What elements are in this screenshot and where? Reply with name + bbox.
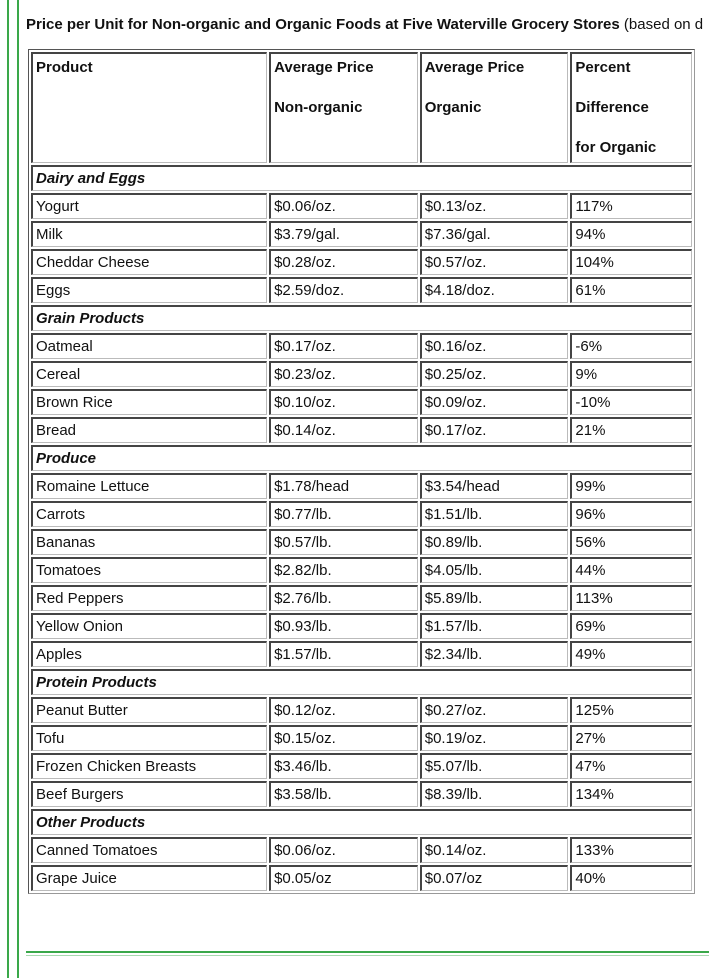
cell-percent-difference: 94%: [570, 221, 692, 247]
price-table-body: [31, 52, 692, 891]
table-row: [31, 193, 692, 219]
table-row: [31, 473, 692, 499]
table-row: [31, 613, 692, 639]
category-row: [31, 809, 692, 835]
cell-price-organic: $0.89/lb.: [420, 529, 569, 555]
cell-percent-difference: 40%: [570, 865, 692, 891]
table-row: [31, 529, 692, 555]
cell-percent-difference: 47%: [570, 753, 692, 779]
cell-price-nonorganic: $2.82/lb.: [269, 557, 418, 583]
table-row: [31, 501, 692, 527]
cell-percent-difference: 69%: [570, 613, 692, 639]
cell-price-nonorganic: $0.17/oz.: [269, 333, 418, 359]
cell-price-organic: $5.89/lb.: [420, 585, 569, 611]
category-label: Dairy and Eggs: [31, 165, 692, 191]
header-product: Product: [31, 52, 267, 163]
cell-product: Red Peppers: [31, 585, 267, 611]
cell-price-nonorganic: $0.93/lb.: [269, 613, 418, 639]
cell-percent-difference: 133%: [570, 837, 692, 863]
cell-product: Grape Juice: [31, 865, 267, 891]
cell-price-nonorganic: $0.28/oz.: [269, 249, 418, 275]
cell-price-nonorganic: $0.12/oz.: [269, 697, 418, 723]
cell-price-organic: $1.51/lb.: [420, 501, 569, 527]
cell-percent-difference: 21%: [570, 417, 692, 443]
table-row: [31, 641, 692, 667]
category-row: [31, 305, 692, 331]
cell-percent-difference: 61%: [570, 277, 692, 303]
table-row: [31, 361, 692, 387]
cell-percent-difference: 125%: [570, 697, 692, 723]
header-organic: Average Price Organic: [420, 52, 569, 163]
cell-price-nonorganic: $2.59/doz.: [269, 277, 418, 303]
cell-price-organic: $1.57/lb.: [420, 613, 569, 639]
cell-price-nonorganic: $3.79/gal.: [269, 221, 418, 247]
table-row: [31, 277, 692, 303]
cell-price-organic: $4.18/doz.: [420, 277, 569, 303]
cell-percent-difference: 96%: [570, 501, 692, 527]
cell-percent-difference: -10%: [570, 389, 692, 415]
cell-price-organic: $5.07/lb.: [420, 753, 569, 779]
category-label: Produce: [31, 445, 692, 471]
cell-product: Carrots: [31, 501, 267, 527]
table-row: [31, 389, 692, 415]
table-row: [31, 557, 692, 583]
cell-product: Bread: [31, 417, 267, 443]
cell-percent-difference: 49%: [570, 641, 692, 667]
table-row: [31, 837, 692, 863]
cell-price-nonorganic: $0.06/oz.: [269, 837, 418, 863]
cell-product: Oatmeal: [31, 333, 267, 359]
table-row: [31, 417, 692, 443]
cell-percent-difference: 27%: [570, 725, 692, 751]
page-border-left: [7, 0, 9, 978]
cell-product: Tomatoes: [31, 557, 267, 583]
cell-price-organic: $0.27/oz.: [420, 697, 569, 723]
category-row: [31, 165, 692, 191]
cell-price-organic: $3.54/head: [420, 473, 569, 499]
table-row: [31, 697, 692, 723]
category-row: [31, 445, 692, 471]
table-row: [31, 725, 692, 751]
cell-percent-difference: 56%: [570, 529, 692, 555]
table-caption: [26, 15, 703, 35]
cell-price-organic: $2.34/lb.: [420, 641, 569, 667]
footer-rule-shadow: [26, 955, 709, 956]
footer-rule: [26, 951, 709, 953]
page-border-inner: [17, 0, 19, 978]
cell-percent-difference: 9%: [570, 361, 692, 387]
cell-price-nonorganic: $3.58/lb.: [269, 781, 418, 807]
cell-price-organic: $7.36/gal.: [420, 221, 569, 247]
caption-title: Price per Unit for Non-organic and Organic Foods at Five Waterville Grocery Stores: [26, 16, 620, 33]
cell-percent-difference: 99%: [570, 473, 692, 499]
cell-product: Frozen Chicken Breasts: [31, 753, 267, 779]
cell-percent-difference: 104%: [570, 249, 692, 275]
table-row: [31, 585, 692, 611]
category-label: Other Products: [31, 809, 692, 835]
cell-product: Brown Rice: [31, 389, 267, 415]
table-row: [31, 781, 692, 807]
cell-percent-difference: 44%: [570, 557, 692, 583]
cell-price-nonorganic: $1.57/lb.: [269, 641, 418, 667]
cell-percent-difference: 134%: [570, 781, 692, 807]
cell-product: Peanut Butter: [31, 697, 267, 723]
cell-product: Tofu: [31, 725, 267, 751]
category-row: [31, 669, 692, 695]
cell-price-organic: $0.14/oz.: [420, 837, 569, 863]
cell-product: Cheddar Cheese: [31, 249, 267, 275]
cell-price-organic: $4.05/lb.: [420, 557, 569, 583]
cell-percent-difference: 117%: [570, 193, 692, 219]
cell-price-organic: $0.09/oz.: [420, 389, 569, 415]
cell-product: Bananas: [31, 529, 267, 555]
cell-price-organic: $0.25/oz.: [420, 361, 569, 387]
cell-price-organic: $0.19/oz.: [420, 725, 569, 751]
cell-product: Yogurt: [31, 193, 267, 219]
cell-price-organic: $0.13/oz.: [420, 193, 569, 219]
cell-price-nonorganic: $1.78/head: [269, 473, 418, 499]
cell-price-nonorganic: $0.15/oz.: [269, 725, 418, 751]
cell-price-nonorganic: $0.14/oz.: [269, 417, 418, 443]
cell-product: Apples: [31, 641, 267, 667]
category-label: Grain Products: [31, 305, 692, 331]
cell-percent-difference: 113%: [570, 585, 692, 611]
cell-price-nonorganic: $0.05/oz: [269, 865, 418, 891]
cell-price-nonorganic: $3.46/lb.: [269, 753, 418, 779]
cell-price-nonorganic: $0.57/lb.: [269, 529, 418, 555]
cell-price-organic: $8.39/lb.: [420, 781, 569, 807]
cell-product: Romaine Lettuce: [31, 473, 267, 499]
caption-note: (based on d: [623, 16, 704, 33]
table-row: [31, 865, 692, 891]
cell-product: Cereal: [31, 361, 267, 387]
header-nonorganic: Average Price Non-organic: [269, 52, 418, 163]
table-row: [31, 221, 692, 247]
table-row: [31, 753, 692, 779]
cell-price-nonorganic: $0.77/lb.: [269, 501, 418, 527]
cell-price-organic: $0.07/oz: [420, 865, 569, 891]
table-header-row: [31, 52, 692, 163]
cell-product: Beef Burgers: [31, 781, 267, 807]
cell-price-organic: $0.16/oz.: [420, 333, 569, 359]
header-difference: Percent Difference for Organic: [570, 52, 692, 163]
price-table: [28, 49, 695, 894]
cell-price-nonorganic: $2.76/lb.: [269, 585, 418, 611]
cell-price-nonorganic: $0.23/oz.: [269, 361, 418, 387]
cell-product: Milk: [31, 221, 267, 247]
cell-product: Yellow Onion: [31, 613, 267, 639]
cell-product: Canned Tomatoes: [31, 837, 267, 863]
cell-price-nonorganic: $0.10/oz.: [269, 389, 418, 415]
table-row: [31, 333, 692, 359]
cell-price-nonorganic: $0.06/oz.: [269, 193, 418, 219]
cell-product: Eggs: [31, 277, 267, 303]
cell-price-organic: $0.17/oz.: [420, 417, 569, 443]
table-row: [31, 249, 692, 275]
cell-price-organic: $0.57/oz.: [420, 249, 569, 275]
category-label: Protein Products: [31, 669, 692, 695]
cell-percent-difference: -6%: [570, 333, 692, 359]
